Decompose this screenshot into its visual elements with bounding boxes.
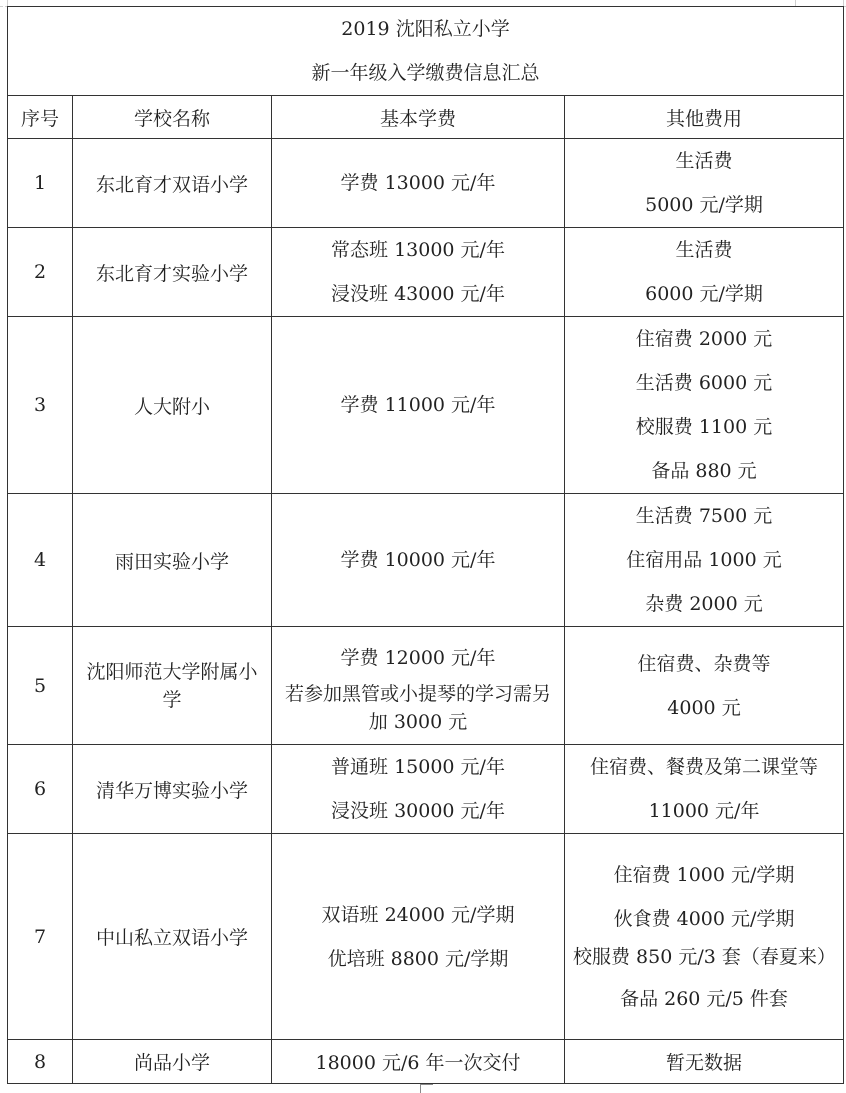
cell-basic-fee xyxy=(272,139,565,228)
basic-fee-line: 常态班 13000 元/年 xyxy=(331,239,505,261)
cell-other-fee xyxy=(565,494,844,627)
table-row xyxy=(8,228,844,317)
cell-school: 东北育才双语小学 xyxy=(73,139,272,228)
cell-other-fee xyxy=(565,627,844,745)
basic-fee-line: 优培班 8800 元/学期 xyxy=(327,947,509,970)
basic-fee-line: 若参加黑管或小提琴的学习需另加 3000 元 xyxy=(284,682,551,733)
table-row xyxy=(8,834,844,1040)
basic-fee-line: 浸没班 30000 元/年 xyxy=(331,800,505,822)
basic-fee-line: 学费 11000 元/年 xyxy=(340,394,496,416)
basic-fee-line: 学费 10000 元/年 xyxy=(340,549,496,571)
basic-fee-line: 普通班 15000 元/年 xyxy=(331,756,505,778)
other-fee-line: 住宿费、餐费及第二课堂等 xyxy=(590,756,819,778)
other-fee-line: 备品 880 元 xyxy=(651,460,757,482)
table-row xyxy=(8,317,844,494)
cell-index: 8 xyxy=(8,1040,73,1084)
cell-other-fee xyxy=(565,228,844,317)
cell-other-fee xyxy=(565,745,844,834)
other-fee-line: 住宿用品 1000 元 xyxy=(626,549,782,571)
title-line-1: 2019 沈阳私立小学 xyxy=(341,18,510,40)
header-index: 序号 xyxy=(8,96,73,139)
cell-school: 尚品小学 xyxy=(73,1040,272,1084)
basic-fee-line: 学费 13000 元/年 xyxy=(340,172,496,194)
cell-school: 人大附小 xyxy=(73,317,272,494)
cell-school: 中山私立双语小学 xyxy=(73,834,272,1040)
table-title xyxy=(8,7,844,96)
header-school: 学校名称 xyxy=(73,96,272,139)
table-row xyxy=(8,139,844,228)
cell-school: 沈阳师范大学附属小学 xyxy=(73,627,272,745)
header-basic-fee: 基本学费 xyxy=(272,96,565,139)
cell-school: 雨田实验小学 xyxy=(73,494,272,627)
other-fee-line: 伙食费 4000 元/学期 xyxy=(613,907,795,930)
other-fee-line: 住宿费、杂费等 xyxy=(637,652,771,675)
other-fee-line: 5000 元/学期 xyxy=(645,194,763,216)
other-fee-line: 杂费 2000 元 xyxy=(645,593,763,615)
other-fee-line: 住宿费 1000 元/学期 xyxy=(613,863,795,886)
other-fee-line: 4000 元 xyxy=(667,696,741,719)
table-row xyxy=(8,745,844,834)
title-line-2: 新一年级入学缴费信息汇总 xyxy=(311,62,540,84)
other-fee-line: 6000 元/学期 xyxy=(645,283,763,305)
cell-other-fee: 暂无数据 xyxy=(565,1040,844,1084)
cell-index: 3 xyxy=(8,317,73,494)
cell-basic-fee: 18000 元/6 年一次交付 xyxy=(272,1040,565,1084)
cell-index: 4 xyxy=(8,494,73,627)
cell-school: 东北育才实验小学 xyxy=(73,228,272,317)
header-row xyxy=(8,96,844,139)
other-fee-line: 生活费 xyxy=(675,150,733,172)
table-row xyxy=(8,627,844,745)
other-fee-line: 备品 260 元/5 件套 xyxy=(620,987,788,1010)
cell-basic-fee xyxy=(272,834,565,1040)
other-fee-line: 生活费 7500 元 xyxy=(635,505,773,527)
other-fee-line: 11000 元/年 xyxy=(648,800,760,822)
cell-index: 5 xyxy=(8,627,73,745)
other-fee-line: 住宿费 2000 元 xyxy=(635,328,773,350)
table-row xyxy=(8,494,844,627)
basic-fee-line: 双语班 24000 元/学期 xyxy=(321,903,515,926)
cell-other-fee xyxy=(565,317,844,494)
other-fee-line: 校服费 1100 元 xyxy=(635,416,773,438)
title-row xyxy=(8,7,844,96)
fee-table xyxy=(7,6,844,1084)
cell-basic-fee xyxy=(272,627,565,745)
cell-school: 清华万博实验小学 xyxy=(73,745,272,834)
other-fee-line: 生活费 6000 元 xyxy=(635,372,773,394)
cell-index: 6 xyxy=(8,745,73,834)
cell-index: 2 xyxy=(8,228,73,317)
cell-basic-fee xyxy=(272,228,565,317)
cell-other-fee xyxy=(565,139,844,228)
basic-fee-line: 浸没班 43000 元/年 xyxy=(331,283,505,305)
cell-basic-fee xyxy=(272,494,565,627)
cell-index: 7 xyxy=(8,834,73,1040)
basic-fee-line: 学费 12000 元/年 xyxy=(340,646,496,669)
header-other-fee: 其他费用 xyxy=(565,96,844,139)
cell-basic-fee xyxy=(272,745,565,834)
other-fee-line: 校服费 850 元/3 套（春夏来） xyxy=(573,945,836,968)
other-fee-line: 生活费 xyxy=(675,239,733,261)
cell-index: 1 xyxy=(8,139,73,228)
cell-other-fee xyxy=(565,834,844,1040)
cell-basic-fee xyxy=(272,317,565,494)
table-row xyxy=(8,1040,844,1084)
